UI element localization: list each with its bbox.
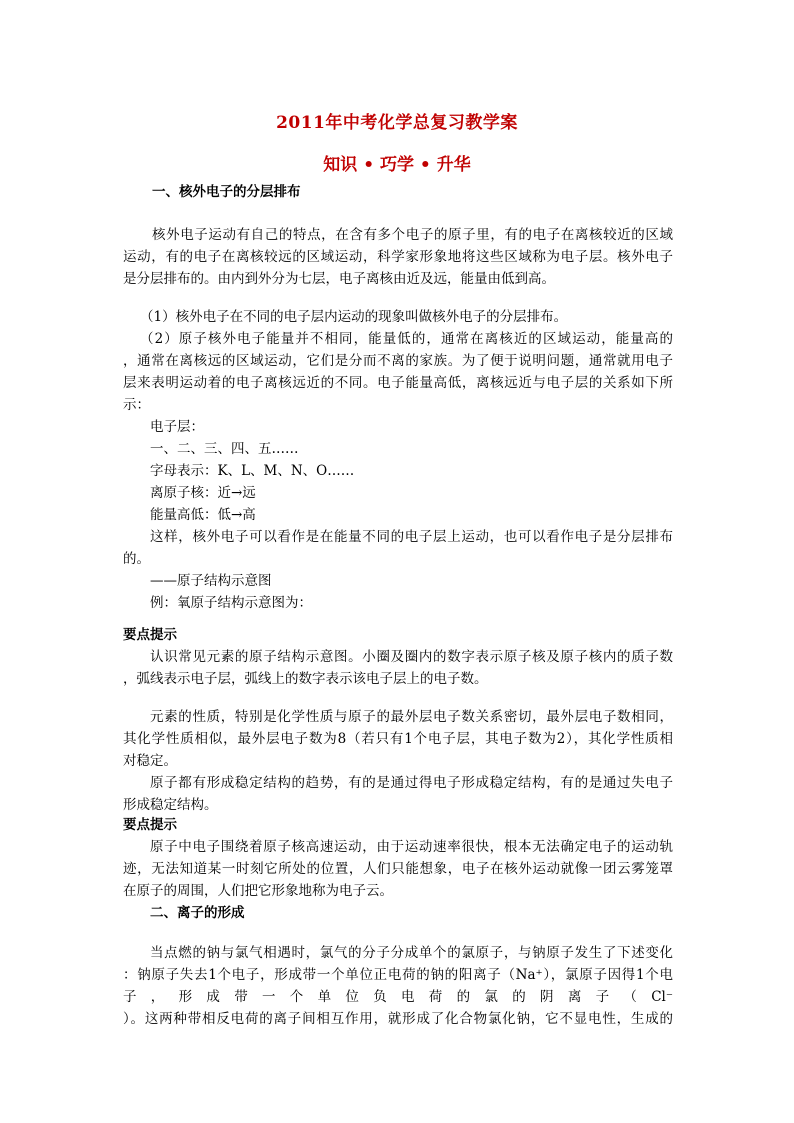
example-line: 例：氧原子结构示意图为： (150, 595, 312, 611)
paragraph-line: ：钠原子失去1个电子，形成带一个单位正电荷的钠的阳离子（Na⁺），氯原子因得1个电 (123, 967, 673, 983)
paragraph-line: 其化学性质相似，最外层电子数为8（若只有1个电子层，其电子数为2），其化学性质相 (123, 731, 673, 747)
paragraph-line: 示： (123, 397, 150, 413)
tip-label: 要点提示 (123, 627, 177, 643)
paragraph-line: ）。这两种带相反电荷的离子间相互作用，就形成了化合物氯化钠，它不显电性，生成的 (123, 1011, 673, 1027)
paragraph-line: 形成稳定结构。 (123, 797, 218, 813)
section-heading-electron-layers: 一、核外电子的分层排布 (152, 184, 301, 200)
paragraph-line: 对稳定。 (123, 753, 177, 769)
page-title: 2011年中考化学总复习教学案 (276, 113, 518, 133)
paragraph-line: 的。 (123, 551, 150, 567)
list-item: 字母表示：K、L、M、N、O…… (150, 463, 355, 479)
paragraph-line: 层来表明运动着的电子离核远近的不同。电子能量高低，离核远近与电子层的关系如下所 (123, 375, 673, 391)
list-item: 离原子核：近→远 (150, 485, 256, 501)
paragraph-line: （1）核外电子在不同的电子层内运动的现象叫做核外电子的分层排布。 (140, 309, 568, 325)
paragraph-line: 这样，核外电子可以看作是在能量不同的电子层上运动，也可以看作电子是分层排布 (150, 529, 673, 545)
paragraph-line: 原子都有形成稳定结构的趋势，有的是通过得电子形成稳定结构，有的是通过失电子 (150, 775, 673, 791)
paragraph-line: ，通常在离核远的区域运动，它们是分而不离的家族。为了便于说明问题，通常就用电子 (123, 353, 673, 369)
paragraph-line: （2）原子核外电子能量并不相同，能量低的，通常在离核近的区域运动，能量高的 (140, 331, 673, 347)
list-item: 能量高低：低→高 (150, 507, 256, 523)
paragraph-line: 迹，无法知道某一时刻它所处的位置，人们只能想象，电子在核外运动就像一团云雾笼罩 (123, 861, 673, 877)
paragraph-line: 原子中电子围绕着原子核高速运动，由于运动速率很快，根本无法确定电子的运动轨 (150, 839, 673, 855)
paragraph-line: ，弧线表示电子层，弧线上的数字表示该电子层上的电子数。 (123, 671, 488, 687)
paragraph-line: 是分层排布的。由内到外分为七层，电子离核由近及远，能量由低到高。 (123, 271, 555, 287)
tip-label: 要点提示 (123, 817, 177, 833)
paragraph-line: 当点燃的钠与氯气相遇时，氯气的分子分成单个的氯原子，与钠原子发生了下述变化 (150, 945, 673, 961)
paragraph-line: 子 ， 形 成 带 一 个 单 位 负 电 荷 的 氯 的 阴 离 子 （ Cl⁻ (123, 989, 673, 1005)
paragraph-line: 元素的性质，特别是化学性质与原子的最外层电子数关系密切，最外层电子数相同， (150, 709, 673, 725)
page-subtitle: 知识 • 巧学 • 升华 (323, 155, 471, 175)
paragraph-line: 运动，有的电子在离核较远的区域运动，科学家形象地将这些区域称为电子层。核外电子 (123, 249, 673, 265)
paragraph-line: 核外电子运动有自己的特点，在含有多个电子的原子里，有的电子在离核较近的区域 (152, 227, 673, 243)
diagram-heading: ——原子结构示意图 (150, 573, 272, 589)
paragraph-line: 在原子的周围，人们把它形象地称为电子云。 (123, 883, 393, 899)
section-heading-ion-formation: 二、离子的形成 (150, 905, 245, 921)
paragraph-line: 认识常见元素的原子结构示意图。小圈及圈内的数字表示原子核及原子核内的质子数 (150, 649, 673, 665)
list-item: 一、二、三、四、五…… (150, 441, 299, 457)
list-item: 电子层： (150, 419, 204, 435)
